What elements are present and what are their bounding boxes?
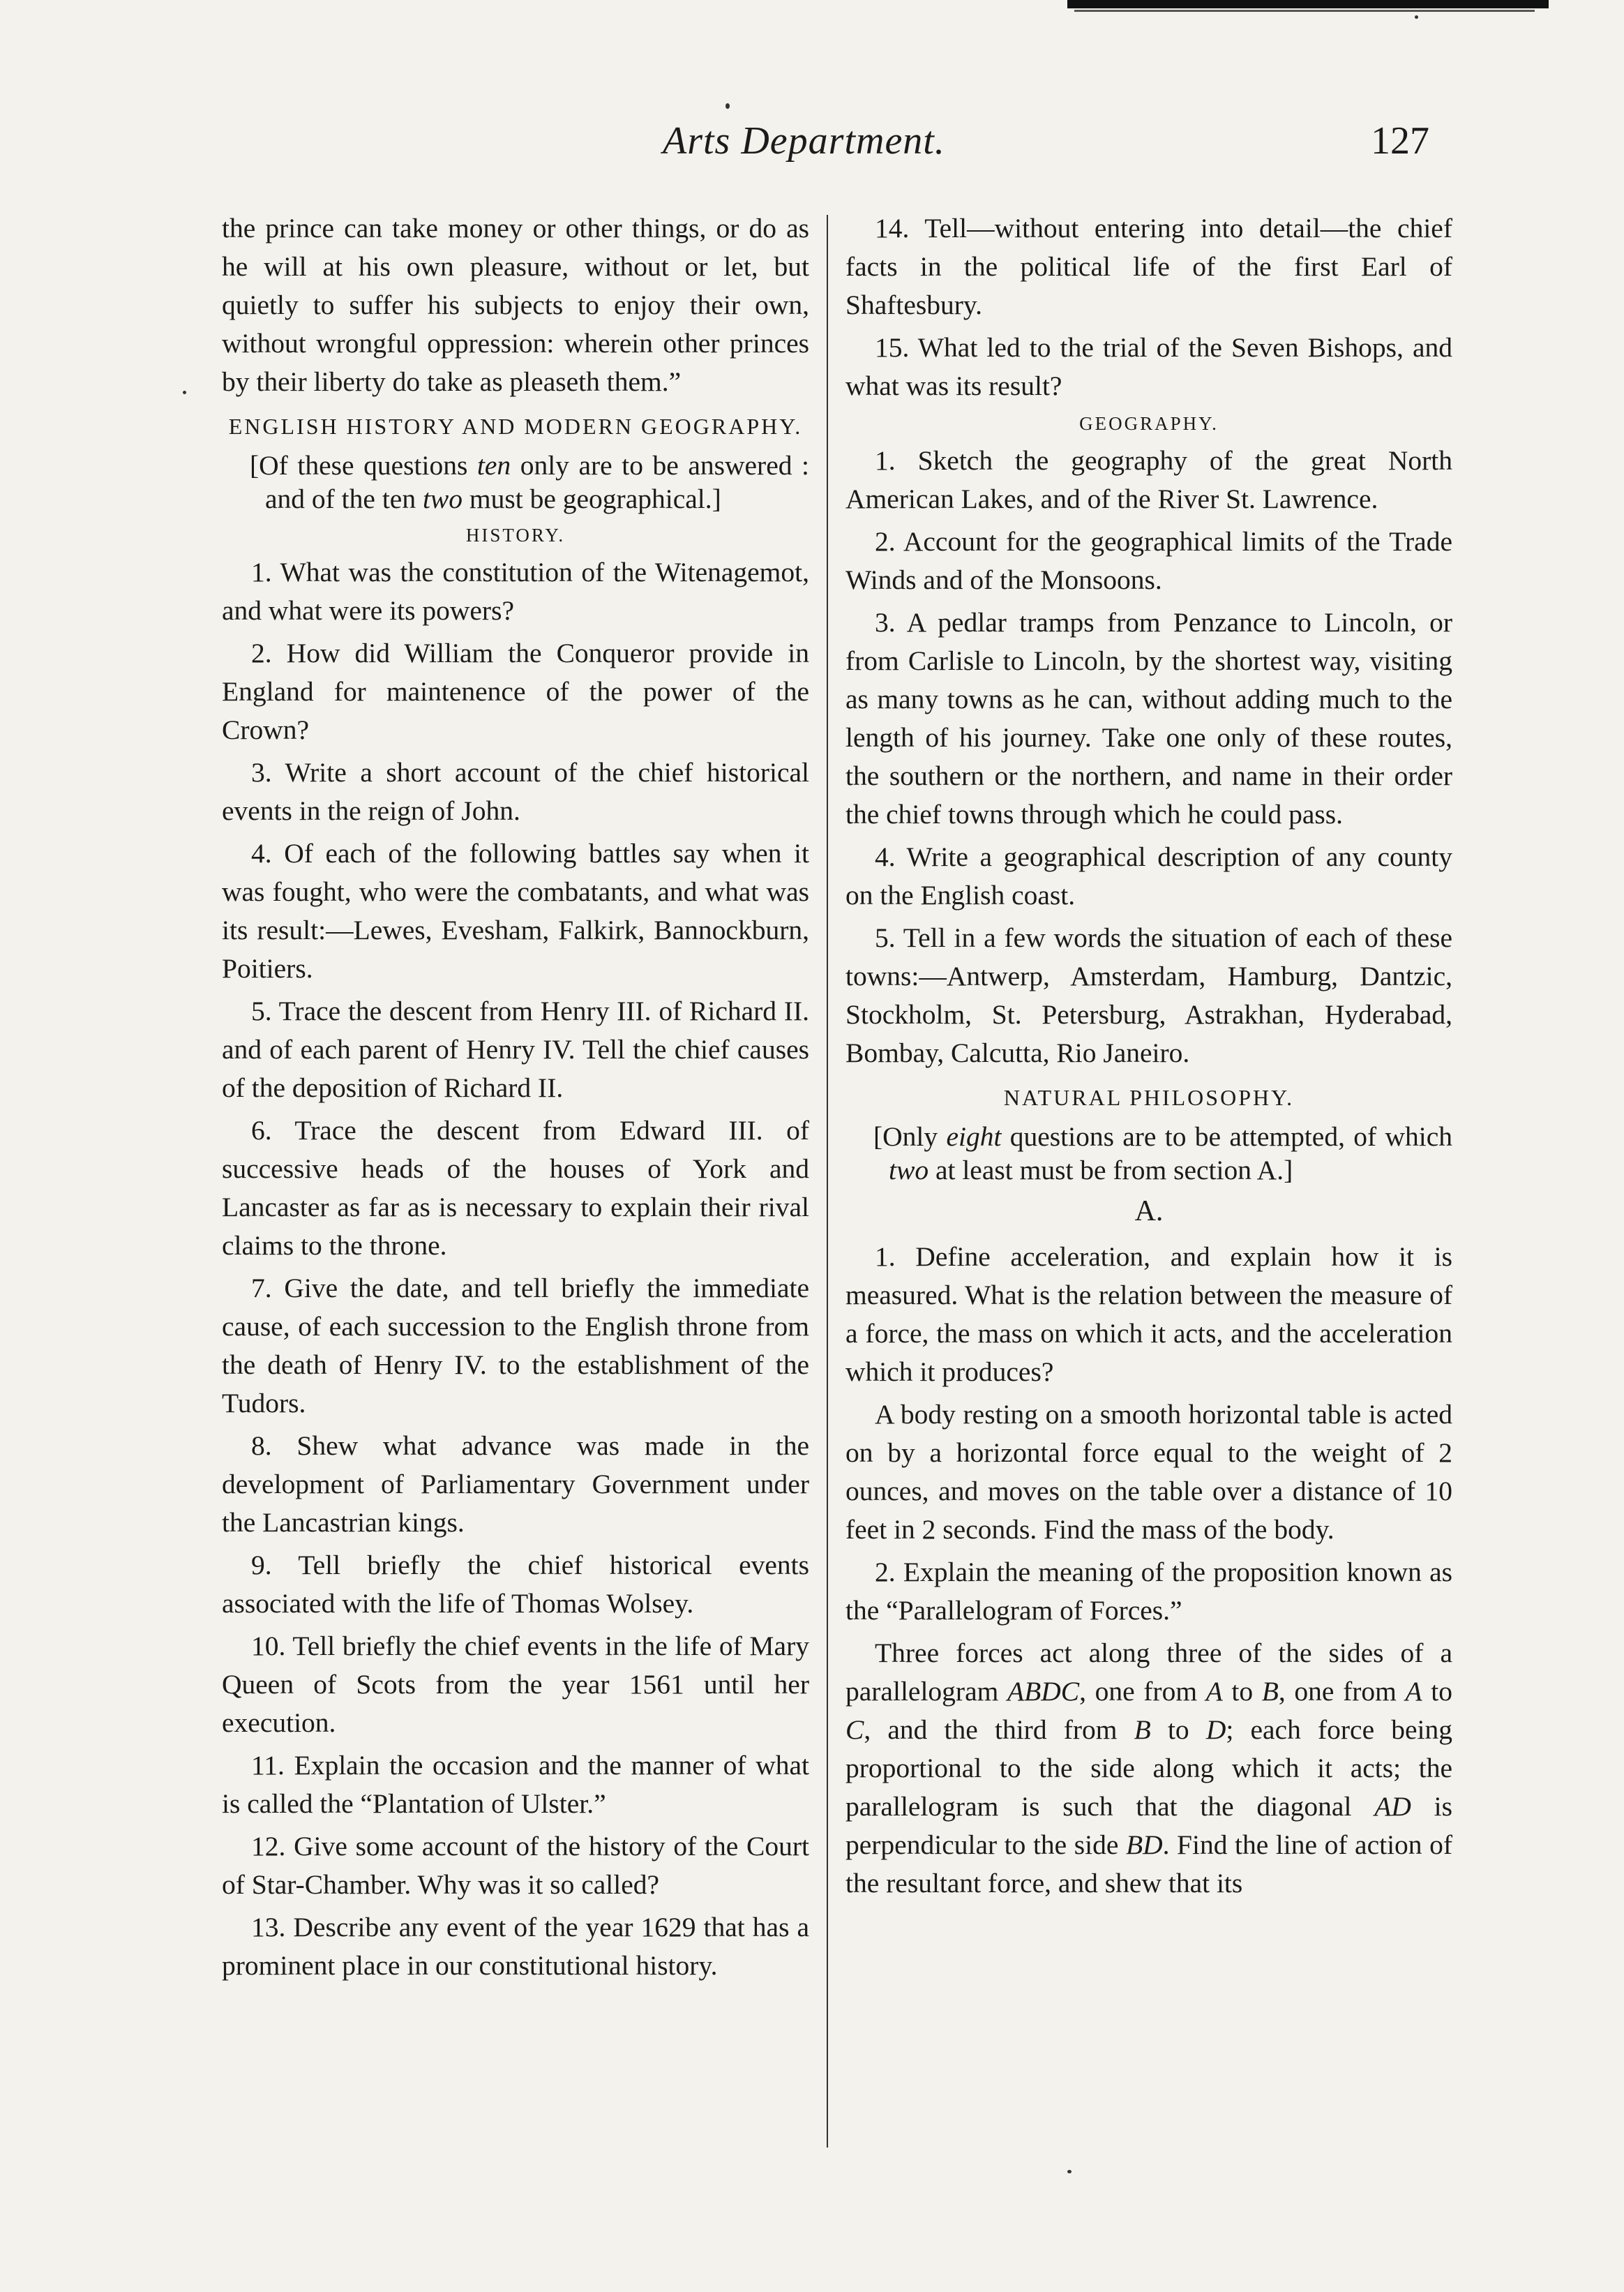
- question: 8. Shew what advance was made in the development of Parliamentary Government under the Lancastrian kings.: [222, 1430, 809, 1538]
- right-column: [845, 209, 1452, 1903]
- question: 11. Explain the occasion and the manner of what is called the “Plantation of Ulster.”: [222, 1750, 809, 1819]
- question-continuation: A body resting on a smooth horizontal table is acted on by a horizontal force equal to the weight of 2 ounces, and moves on the table over a distance of 10 feet in 2 seconds. Find the mass of the body.: [845, 1399, 1452, 1545]
- section-note: [Of these questions ten only are to be answered : and of the ten two must be geographical.]: [250, 450, 810, 514]
- question: 2. How did William the Conqueror provide in England for maintenence of the power of the Crown?: [222, 638, 809, 745]
- left-column: [222, 209, 809, 1985]
- question: 2. Explain the meaning of the proposition known as the “Parallelogram of Forces.”: [845, 1557, 1452, 1626]
- column-divider: [827, 215, 828, 2148]
- question: 3. A pedlar tramps from Penzance to Lincoln, or from Carlisle to Lincoln, by the shortest way, visiting as many towns as he can, without adding much to the length of his journey. Take one only of these routes, the southern or the northern, and name in their order the chief towns through which he could pass.: [845, 607, 1452, 830]
- question: 1. What was the constitution of the Witenagemot, and what were its powers?: [222, 557, 809, 626]
- question: 2. Account for the geographical limits of the Trade Winds and of the Monsoons.: [845, 526, 1452, 595]
- question: 6. Trace the descent from Edward III. of successive heads of the houses of York and Lancaster as far as is necessary to explain their rival claims to the throne.: [222, 1115, 809, 1261]
- ink-speck: [1067, 2170, 1072, 2173]
- ink-speck: [1415, 15, 1418, 19]
- question: 1. Define acceleration, and explain how it is measured. What is the relation between the measure of a force, the mass on which it acts, and the acceleration which it produces?: [845, 1241, 1452, 1387]
- intro-paragraph: the prince can take money or other things, or do as he will at his own pleasure, without or let, but quietly to suffer his subjects to enjoy their own, without wrongful oppression: wherein other princes by their liberty do take as pleaseth them.”: [222, 213, 809, 397]
- scan-edge-line: [1074, 10, 1535, 12]
- geography-heading: GEOGRAPHY.: [1079, 413, 1219, 434]
- question: 12. Give some account of the history of the Court of Star-Chamber. Why was it so called?: [222, 1831, 809, 1900]
- question-continuation: Three forces act along three of the sides of a parallelogram ABDC, one from A to B, one from A to C, and the third from B to D; each force being proportional to the side along which it acts; the parallelogram is such that the diagonal AD is perpendicular to the side BD. Find the line of action of the resultant force, and shew that its: [845, 1638, 1452, 1898]
- question: 14. Tell—without entering into detail—the chief facts in the political life of the first Earl of Shaftesbury.: [845, 213, 1452, 320]
- ink-speck: [725, 103, 730, 109]
- question: 3. Write a short account of the chief historical events in the reign of John.: [222, 757, 809, 826]
- ink-speck: [183, 391, 186, 394]
- question: 5. Tell in a few words the situation of each of these towns:—Antwerp, Amsterdam, Hamburg, Dantzic, Stockholm, St. Petersburg, Astrakhan, Hyderabad, Bombay, Calcutta, Rio Janeiro.: [845, 922, 1452, 1068]
- page-number: 127: [1371, 119, 1429, 163]
- question: 13. Describe any event of the year 1629 that has a prominent place in our constitutional history.: [222, 1912, 809, 1981]
- question: 4. Write a geographical description of any county on the English coast.: [845, 841, 1452, 911]
- question: 1. Sketch the geography of the great North American Lakes, and of the River St. Lawrence.: [845, 445, 1452, 514]
- running-head: [0, 119, 1624, 181]
- question: 15. What led to the trial of the Seven Bishops, and what was its result?: [845, 332, 1452, 401]
- scan-edge-bar: [1067, 0, 1549, 8]
- section-heading: ENGLISH HISTORY AND MODERN GEOGRAPHY.: [228, 414, 803, 439]
- section-letter: A.: [1134, 1195, 1164, 1227]
- question: 7. Give the date, and tell briefly the immediate cause, of each succession to the English throne from the death of Henry IV. to the establishment of the Tudors.: [222, 1273, 809, 1418]
- history-subheading: HISTORY.: [465, 525, 566, 546]
- question: 10. Tell briefly the chief events in the life of Mary Queen of Scots from the year 1561 until her execution.: [222, 1631, 809, 1738]
- running-title: Arts Department.: [663, 119, 945, 163]
- natural-philosophy-heading: NATURAL PHILOSOPHY.: [1003, 1085, 1295, 1110]
- np-note: [Only eight questions are to be attempted, of which two at least must be from section A.]: [873, 1121, 1452, 1185]
- question: 9. Tell briefly the chief historical events associated with the life of Thomas Wolsey.: [222, 1550, 809, 1619]
- question: 4. Of each of the following battles say when it was fought, who were the combatants, and what was its result:—Lewes, Evesham, Falkirk, Bannockburn, Poitiers.: [222, 838, 809, 984]
- question: 5. Trace the descent from Henry III. of Richard II. and of each parent of Henry IV. Tell the chief causes of the deposition of Richard II.: [222, 996, 809, 1103]
